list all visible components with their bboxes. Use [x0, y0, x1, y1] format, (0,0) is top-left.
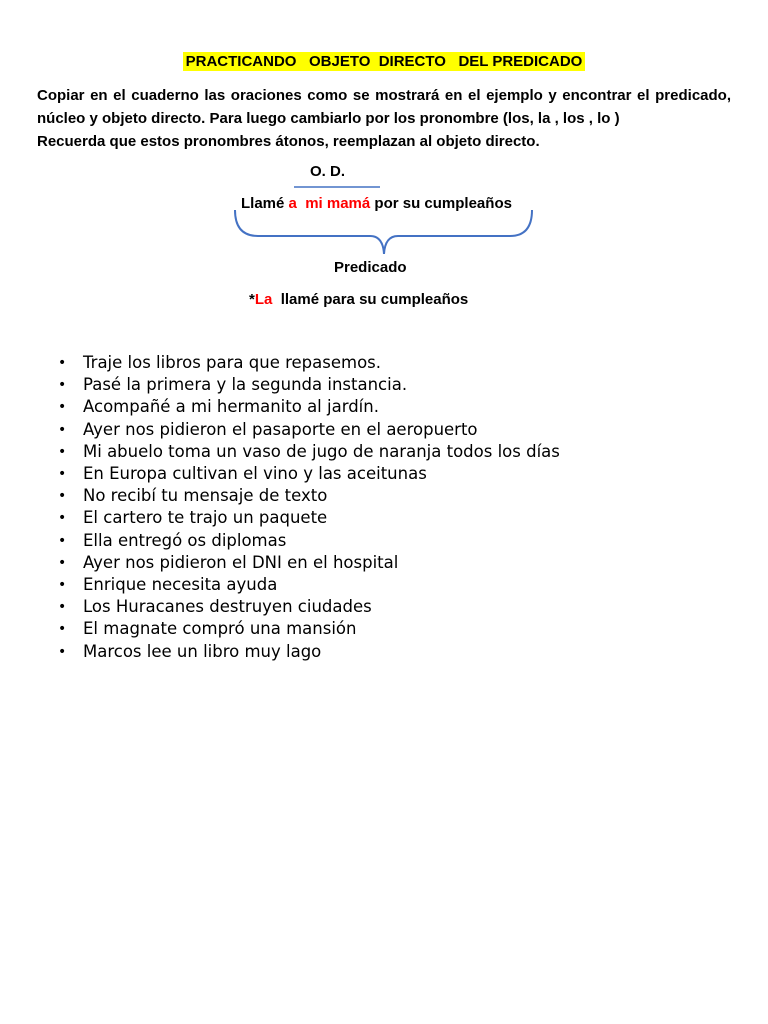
list-item: [56, 419, 560, 441]
od-label: O. D.: [310, 163, 346, 180]
sentence-text: Pasé la primera y la segunda instancia.: [83, 375, 408, 395]
bullet-icon: •: [58, 643, 67, 660]
predicate-label: Predicado: [334, 259, 407, 276]
bullet-icon: •: [58, 488, 67, 505]
sentence-text: Los Huracanes destruyen ciudades: [83, 597, 372, 617]
sentence-text: Marcos lee un libro muy lago: [83, 641, 322, 661]
title-wrapper: [0, 52, 768, 71]
sentence-text: Enrique necesita ayuda: [83, 575, 278, 595]
bullet-icon: •: [58, 355, 67, 371]
sentence-text: Traje los libros para que repasemos.: [83, 353, 382, 372]
example-sentence: [241, 195, 512, 212]
sentence-text: Acompañé a mi hermanito al jardín.: [83, 397, 379, 417]
list-item: [56, 574, 560, 596]
sentence-text: El magnate compró una mansión: [83, 619, 357, 639]
sentence-text: No recibí tu mensaje de texto: [83, 486, 328, 506]
sentence-text: Ella entregó os diplomas: [83, 530, 287, 550]
page-title: PRACTICANDO OBJETO DIRECTO DEL PREDICADO: [183, 52, 586, 71]
list-item: [56, 374, 560, 396]
bullet-icon: •: [58, 510, 67, 527]
list-item: [56, 441, 560, 463]
list-item: [56, 641, 560, 663]
list-item: [56, 507, 560, 529]
list-item: [56, 463, 560, 485]
instructions-line-2: Recuerda que estos pronombres átonos, reemplazan al objeto directo.: [37, 133, 540, 150]
replaced-sentence: [249, 291, 468, 308]
list-item: [56, 485, 560, 507]
list-item: [56, 552, 560, 574]
bullet-icon: •: [58, 399, 67, 416]
sentence-text: Mi abuelo toma un vaso de jugo de naranja todos los días: [83, 441, 560, 461]
example-direct-object: a mi mamá: [288, 195, 371, 212]
bullet-icon: •: [58, 443, 67, 460]
sentence-text: Ayer nos pidieron el DNI en el hospital: [83, 552, 399, 572]
predicate-brace: [235, 210, 532, 254]
example-verb: Llamé: [241, 195, 289, 212]
bullet-icon: •: [58, 466, 67, 483]
list-item: [56, 618, 560, 640]
instructions: [37, 84, 731, 153]
replaced-rest: llamé para su cumpleaños: [272, 291, 469, 308]
bullet-icon: •: [58, 532, 67, 549]
list-item: [56, 396, 560, 418]
bullet-icon: •: [58, 377, 67, 394]
bullet-icon: •: [58, 421, 67, 438]
sentence-text: Ayer nos pidieron el pasaporte en el aeropuerto: [83, 419, 478, 439]
instructions-line-1: Copiar en el cuaderno las oraciones como se mostrará en el ejemplo y encontrar el predicado, núcleo y objeto directo. Para luego cambiarlo por los pronombre (los, la , los , lo ): [37, 87, 731, 127]
replaced-pronoun: La: [254, 291, 273, 308]
list-item: [56, 596, 560, 618]
list-item: [56, 530, 560, 552]
sentence-text: En Europa cultivan el vino y las aceitunas: [83, 464, 427, 484]
replaced-prefix: *: [249, 291, 255, 308]
bullet-icon: •: [58, 599, 67, 616]
sentence-text: El cartero te trajo un paquete: [83, 508, 328, 528]
bullet-icon: •: [58, 577, 67, 594]
bullet-icon: •: [58, 554, 67, 571]
sentence-list: [56, 352, 560, 663]
bullet-icon: •: [58, 621, 67, 638]
list-item: [56, 352, 560, 374]
example-rest: por su cumpleaños: [370, 195, 512, 212]
